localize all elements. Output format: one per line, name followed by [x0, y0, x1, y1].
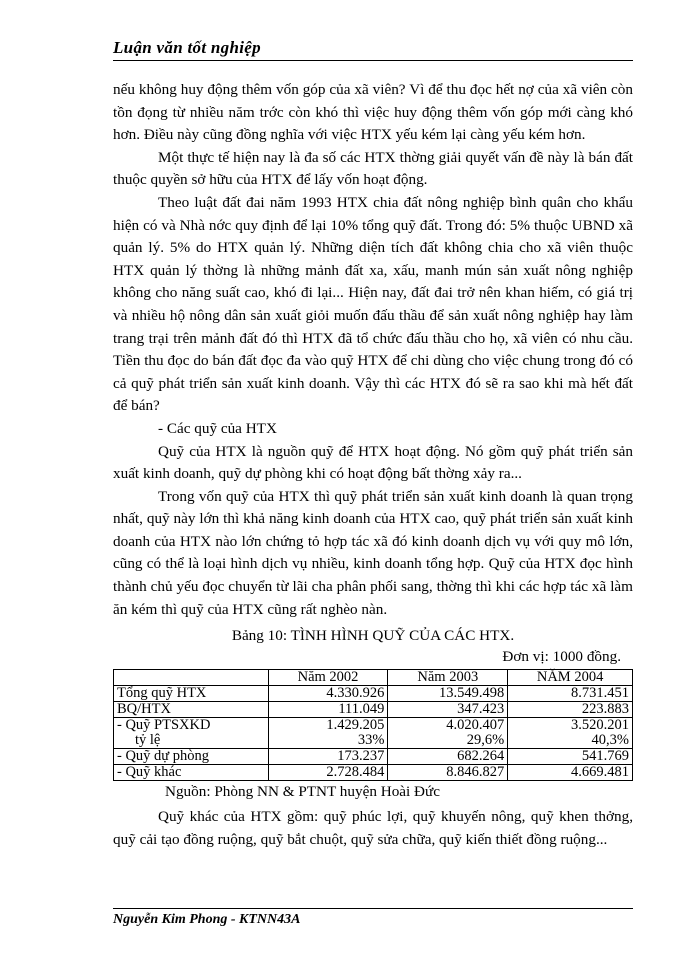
table-row — [114, 718, 633, 749]
paragraph-3: Theo luật đất đai năm 1993 HTX chia đất nông nghiệp bình quân cho khẩu hiện có và Nhà nớc quy định để lại 10% tổng quỹ đất. Trong đó: 5% thuộc UBND xã quản lý. 5% do HTX quản lý. Những diện tích đất không chia cho xã viên thuộc HTX quản lý thờng là những mảnh đất xa, xấu, manh mún sản xuất nông nghiệp không cho năng suất cao, khó đi lại... Hiện nay, đất đai trở nên khan hiếm, có giá trị và nhiều hộ nông dân sản xuất giỏi muốn đấu thầu để sản xuất nông nghiệp hay làm trang trại trên mảnh đất đó thì HTX đã tổ chức đấu thầu cho họ, xã viên có nhu cầu. Tiền thu đọc do bán đất đọc đa vào quỹ HTX để chi dùng cho việc chung trong đó có cả quỹ phát triển sản xuất kinh doanh. Vậy thì các HTX đó sẽ ra sao khi mà hết đất để bán? — [113, 193, 633, 415]
fund-table — [113, 669, 633, 781]
table-cell: 173.237 — [268, 749, 388, 765]
table-unit: Đơn vị: 1000 đồng. — [502, 648, 621, 666]
table-cell: 8.846.827 — [388, 765, 508, 781]
paragraph-7: Quỹ khác của HTX gồm: quỹ phúc lợi, quỹ khuyến nông, quỹ khen thởng, quỹ cải tạo đồng ruộng, quỹ bắt chuột, quỹ sửa chữa, quỹ kiến thiết đồng ruộng... — [113, 808, 633, 848]
table-row — [114, 702, 633, 718]
table-cell: 682.264 — [388, 749, 508, 765]
table-row — [114, 765, 633, 781]
table-cell: 347.423 — [388, 702, 508, 718]
table-cell: 4.669.481 — [508, 765, 633, 781]
cell-value: 4.020.407 — [446, 717, 505, 734]
table-source: Nguồn: Phòng NN & PTNT huyện Hoài Đức — [165, 783, 440, 801]
table-cell: 223.883 — [508, 702, 633, 718]
cell-ratio: 40,3% — [591, 732, 629, 749]
table-header-cell: Năm 2002 — [268, 670, 388, 686]
table-cell — [268, 718, 388, 749]
cell-ratio: 33% — [357, 732, 385, 749]
table-cell: 8.731.451 — [508, 686, 633, 702]
table-header-row — [114, 670, 633, 686]
paragraph-1: nếu không huy động thêm vốn góp của xã viên? Vì để thu đọc hết nợ của xã viên còn tồn đọng từ nhiều năm trớc còn khó thì việc huy động thêm vốn góp mới càng khó hơn. Điều này cũng đồng nghĩa với việc HTX yếu kém lại càng yếu kém hơn. — [113, 81, 633, 144]
table-cell — [508, 718, 633, 749]
table-header-cell: Năm 2003 — [388, 670, 508, 686]
cell-value: 1.429.205 — [326, 717, 385, 734]
row-label: - Quỹ khác — [114, 765, 269, 781]
cell-ratio: 29,6% — [466, 732, 505, 749]
page-footer: Nguyễn Kim Phong - KTNN43A — [113, 908, 633, 928]
table-header-cell — [114, 670, 269, 686]
row-label — [114, 718, 269, 749]
table-row — [114, 686, 633, 702]
row-label: - Quỹ dự phòng — [114, 749, 269, 765]
paragraph-2: Một thực tế hiện nay là đa số các HTX thờng giải quyết vấn đề này là bán đất thuộc quyền sở hữu của HTX để lấy vốn hoạt động. — [113, 148, 633, 189]
table-caption: Bảng 10: TÌNH HÌNH QUỸ CỦA CÁC HTX. — [231, 627, 515, 645]
row-label: BQ/HTX — [114, 702, 269, 718]
table-cell: 541.769 — [508, 749, 633, 765]
table-cell: 4.330.926 — [268, 686, 388, 702]
table-header-cell: NĂM 2004 — [508, 670, 633, 686]
row-label: Tổng quỹ HTX — [114, 686, 269, 702]
page-body — [113, 79, 633, 851]
table-cell — [388, 718, 508, 749]
table-cell: 13.549.498 — [388, 686, 508, 702]
table-row — [114, 749, 633, 765]
table-cell: 111.049 — [268, 702, 388, 718]
row-label-sub: tỷ lệ — [135, 732, 161, 749]
paragraph-5: Quỹ của HTX là nguồn quỹ để HTX hoạt động. Nó gồm quỹ phát triển sản xuất kinh doanh, quỹ dự phòng khi có hoạt động bất thờng xảy ra... — [113, 442, 633, 483]
paragraph-6: Trong vốn quỹ của HTX thì quỹ phát triển sản xuất kinh doanh là quan trọng nhất, quỹ này lớn thì khả năng kinh doanh của HTX cao, quỹ phát triển sản xuất kinh doanh của HTX nào lớn chứng tỏ hợp tác xã đó kinh doanh dịch vụ với quy mô lớn, cũng có thể là loại hình dịch vụ nhiều, kinh doanh tổng hợp. Quỹ của HTX đọc hình thành chủ yếu đọc chuyển từ lãi cha phân phối sang, thờng thì khi các hợp tác xã làm ăn kém thì quỹ của HTX cũng rất nghèo nàn. — [113, 487, 633, 618]
cell-value: 3.520.201 — [571, 717, 629, 734]
section-heading-funds: - Các quỹ của HTX — [158, 419, 277, 437]
table-cell: 2.728.484 — [268, 765, 388, 781]
row-label-main: - Quỹ PTSXKD — [117, 717, 211, 734]
page-header: Luận văn tốt nghiệp — [113, 38, 633, 61]
